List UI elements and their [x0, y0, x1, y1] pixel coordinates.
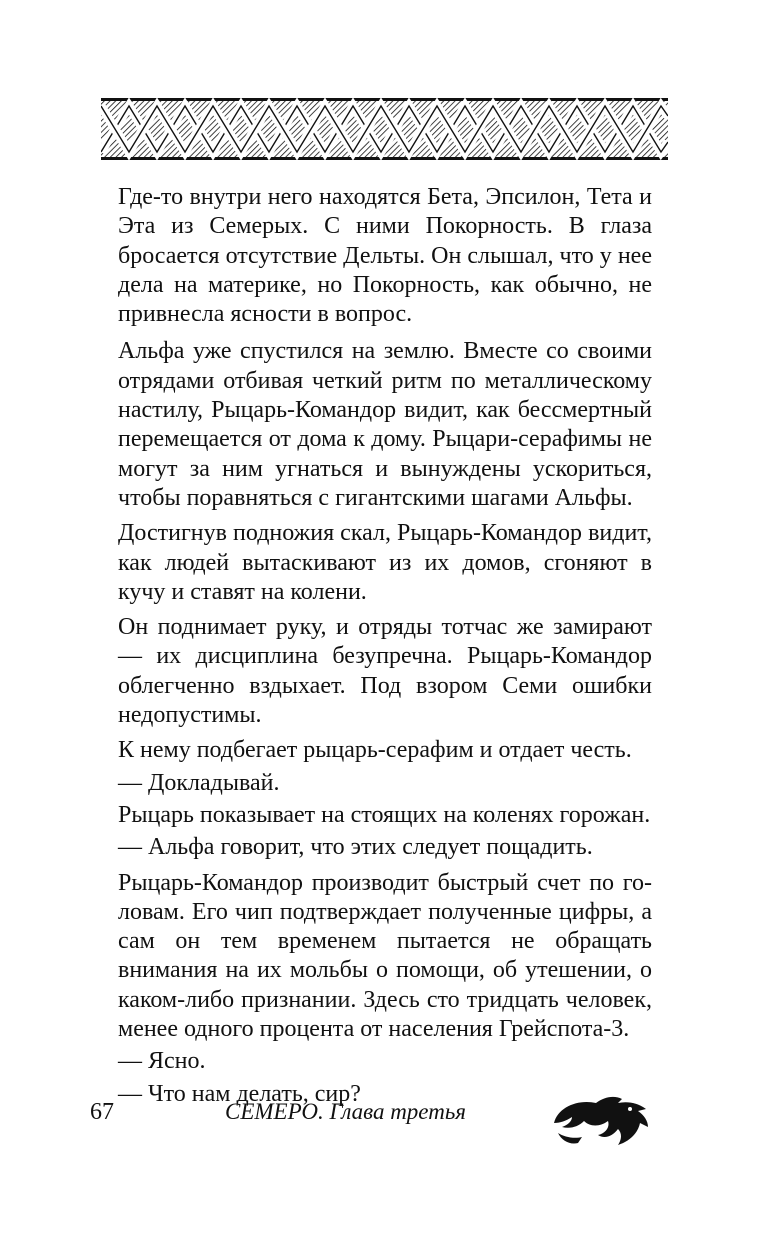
running-head: СЕМЕРО. Глава третья: [225, 1099, 466, 1124]
paragraph: Рыцарь-Командор производит быстрый счет по головам. Его чип подтверждает полученные цифры, а сам он тем временем пытается не обращать внимания на их мольбы о помощи, об утешении, о каком-либо признании. Здесь сто тридцать человек, менее одного процента от населения Грейспота-3.: [118, 869, 652, 1043]
paragraph: Альфа уже спустился на землю. Вместе со своими отрядами отбивая четкий ритм по металлическому настилу, Рыцарь-Командор видит, как бессмертный перемещается от дома к дому. Рыцари-серафимы не могут за ним угнаться и вынуждены ускориться, чтобы поравняться с гигантскими шагами Альфы.: [118, 338, 652, 511]
paragraph: — Что нам делать, сир?: [118, 1080, 361, 1107]
ornamental-border-icon: [101, 98, 668, 160]
paragraph: Достигнув подножия скал, Рыцарь-Командор видит, как людей вытаскивают из их домов, сгоняют в кучу и ставят на колени.: [118, 520, 652, 605]
paragraph: Он поднимает руку, и отряды тотчас же замирают — их дисциплина безупречна. Рыцарь-Командор облегченно вздыхает. Под взором Семи ошибки недопустимы.: [118, 614, 652, 729]
paragraph: Где-то внутри него находятся Бета, Эпсилон, Тета и Эта из Семерых. С ними Покорность. В глаза бросается отсутствие Дельты. Он слышал, что у нее дела на материке, но Покорность, как обычно, не привнесла ясности в вопрос.: [118, 184, 652, 328]
paragraph: — Ясно.: [118, 1048, 206, 1075]
page-number: 67: [90, 1099, 114, 1125]
paragraph: — Альфа говорит, что этих следует пощадить.: [118, 834, 593, 861]
dragon-icon: [548, 1093, 650, 1149]
body-text: [118, 183, 652, 1109]
paragraph: Рыцарь показывает на стоящих на коленях горожан.: [118, 801, 651, 828]
paragraph: К нему подбегает рыцарь-серафим и отдает честь.: [118, 737, 632, 764]
paragraph: — Докладывай.: [118, 769, 280, 796]
page-footer: [0, 1093, 768, 1153]
